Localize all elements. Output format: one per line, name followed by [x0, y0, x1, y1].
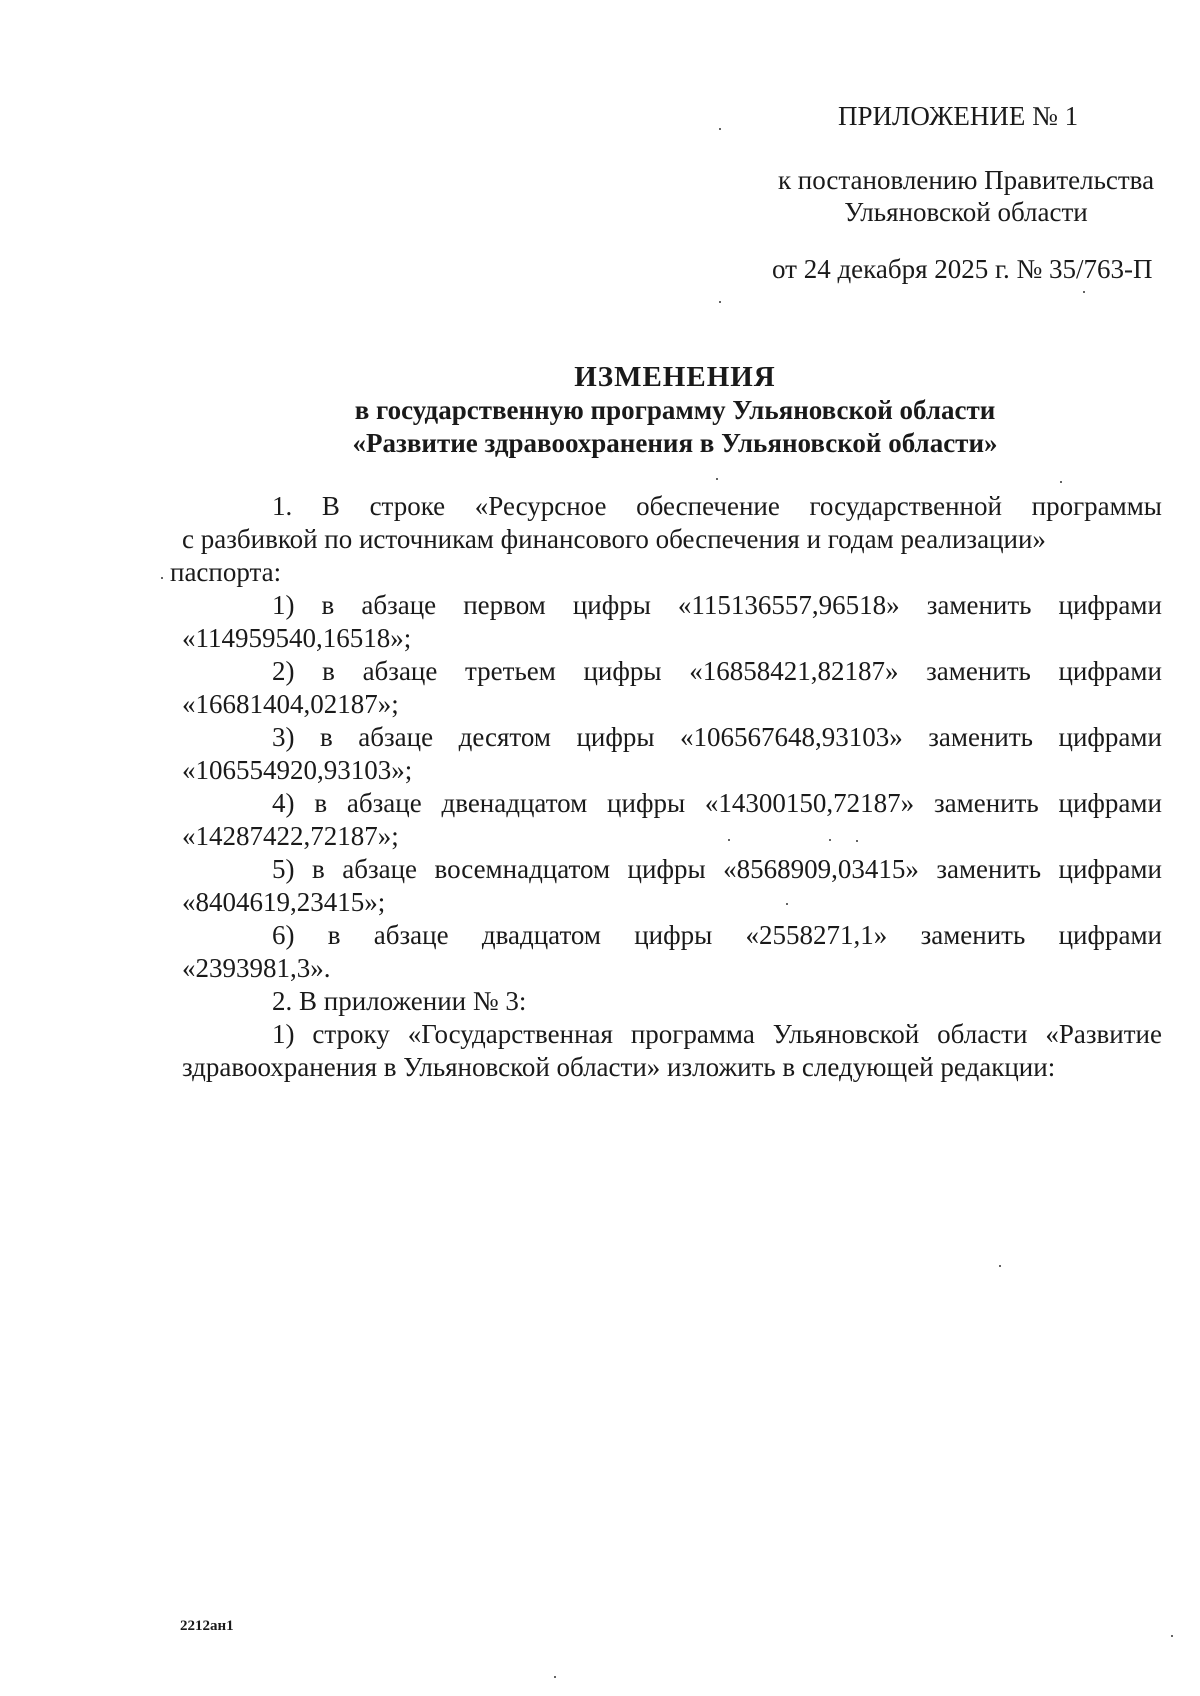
replacement-item-word: «14300150,72187»: [704, 788, 915, 818]
replacement-item-word: цифры: [576, 722, 655, 752]
replacement-item-new-value: «14287422,72187»;: [182, 821, 399, 851]
paragraph-2-item-1-word: 1): [272, 1019, 295, 1049]
scan-speck: [786, 903, 788, 905]
replacement-item-word: цифры: [583, 656, 662, 686]
replacement-item-word: в: [311, 854, 325, 884]
resolution-line-1: к постановлению Правительства: [777, 165, 1155, 195]
replacement-item-word: в: [320, 722, 333, 752]
replacement-item-word: 3): [272, 722, 295, 752]
paragraph-2-item-1-word: программа: [630, 1019, 755, 1049]
resolution-line-2: Ульяновской области: [844, 197, 1088, 227]
replacement-item-line-1: [182, 919, 1162, 952]
replacement-item-word: абзаце: [362, 656, 438, 686]
replacement-item-line-1: [182, 721, 1162, 754]
paragraph-1-line-2: [182, 523, 1162, 556]
replacement-item-line-1: [182, 787, 1162, 820]
paragraph-2-item-1-line-2: здравоохранения в Ульяновской области» изложить в следующей редакции:: [182, 1052, 1056, 1082]
replacement-item-word: абзаце: [361, 590, 437, 620]
replacement-item-new-value: «8404619,23415»;: [182, 887, 386, 917]
replacement-item-word: цифрами: [1058, 788, 1162, 818]
replacement-item-word: цифры: [627, 854, 706, 884]
replacement-item-word: абзаце: [342, 854, 418, 884]
replacement-item-word: цифры: [634, 920, 713, 950]
replacement-item-word: цифрами: [1058, 656, 1162, 686]
appendix-label: ПРИЛОЖЕНИЕ № 1: [838, 101, 1079, 131]
scan-speck: [999, 1265, 1001, 1267]
replacement-item-line-1: [182, 589, 1162, 622]
scan-speck: [716, 478, 718, 480]
document-code: 2212ан1: [180, 1618, 234, 1634]
resolution-date-number: от 24 декабря 2025 г. № 35/763-П: [772, 254, 1153, 284]
replacement-item-word: 6): [272, 920, 295, 950]
replacement-item-word: третьем: [465, 656, 556, 686]
replacement-item-new-value: «2393981,3».: [182, 953, 331, 983]
replacement-item-word: заменить: [933, 788, 1039, 818]
replacement-item-new-value: «16681404,02187»;: [182, 689, 399, 719]
scan-speck: [1171, 1635, 1173, 1637]
replacement-item-word: в: [322, 656, 335, 686]
replacement-item-word: двадцатом: [481, 920, 601, 950]
replacement-item-word: цифрами: [1058, 722, 1162, 752]
replacement-item-word: цифры: [607, 788, 686, 818]
document-subtitle-line-1: в государственную программу Ульяновской области: [354, 395, 996, 425]
replacement-item-word: десятом: [458, 722, 551, 752]
replacement-item-word: «115136557,96518»: [677, 590, 900, 620]
replacement-item-word: «106567648,93103»: [680, 722, 903, 752]
paragraph-1-word: обеспечение: [636, 491, 780, 521]
scan-speck: [856, 840, 858, 842]
replacement-items: [182, 589, 1162, 985]
replacement-item-word: «2558271,1»: [745, 920, 888, 950]
replacement-item-line-1: [182, 853, 1162, 886]
replacement-item-word: 2): [272, 656, 295, 686]
replacement-item-word: заменить: [926, 590, 1032, 620]
paragraph-1-line-3: паспорта:: [170, 557, 282, 587]
replacement-item-new-value: «114959540,16518»;: [182, 623, 412, 653]
document-body: [170, 490, 1162, 1084]
paragraph-2-item-1-word: Ульяновской: [772, 1019, 920, 1049]
replacement-item-word: абзаце: [346, 788, 422, 818]
scan-speck: [161, 577, 163, 579]
scan-speck: [719, 128, 721, 130]
paragraph-2-item-1-word: строку: [312, 1019, 390, 1049]
paragraph-1-word: строке: [369, 491, 446, 521]
replacement-item-word: цифрами: [1058, 854, 1162, 884]
document-title: ИЗМЕНЕНИЯ: [574, 361, 776, 393]
replacement-item-word: 1): [272, 590, 295, 620]
paragraph-1-word: «Ресурсное: [474, 491, 607, 521]
scan-speck: [728, 839, 730, 841]
scan-speck: [1083, 291, 1085, 293]
scan-speck: [554, 1676, 556, 1678]
paragraph-1-word: государственной: [809, 491, 1002, 521]
replacement-item-word: в: [327, 920, 341, 950]
replacement-item-word: «8568909,03415»: [723, 854, 919, 884]
document-subtitle-line-2: «Развитие здравоохранения в Ульяновской области»: [352, 428, 998, 458]
replacement-item-word: заменить: [920, 920, 1026, 950]
paragraph-1-line-2-text: с разбивкой по источникам финансового обеспечения и годам реализации»: [182, 524, 1046, 554]
paragraph-1-word: 1.: [272, 491, 293, 521]
replacement-item-word: первом: [463, 590, 546, 620]
replacement-item-word: абзаце: [373, 920, 449, 950]
replacement-item-word: в: [314, 788, 328, 818]
replacement-item-new-value: «106554920,93103»;: [182, 755, 413, 785]
paragraph-1-word: программы: [1031, 491, 1162, 521]
replacement-item-word: цифры: [572, 590, 651, 620]
paragraph-1-word: В: [321, 491, 340, 521]
paragraph-2-item-1-word: «Развитие: [1045, 1019, 1162, 1049]
replacement-item-word: заменить: [936, 854, 1042, 884]
replacement-item-word: абзаце: [358, 722, 434, 752]
replacement-item-word: в: [321, 590, 335, 620]
paragraph-2-item-1-line-1: [182, 1018, 1162, 1051]
paragraph-1-line-1: [182, 490, 1162, 523]
replacement-item-word: заменить: [928, 722, 1033, 752]
replacement-item-word: цифрами: [1058, 920, 1162, 950]
scan-speck: [719, 301, 721, 303]
replacement-item-word: восемнадцатом: [434, 854, 611, 884]
replacement-item-word: цифрами: [1058, 590, 1162, 620]
scan-speck: [829, 839, 831, 841]
replacement-item-word: 4): [272, 788, 295, 818]
replacement-item-line-1: [182, 655, 1162, 688]
replacement-item-word: двенадцатом: [441, 788, 588, 818]
replacement-item-word: «16858421,82187»: [689, 656, 899, 686]
paragraph-2-item-1-word: «Государственная: [407, 1019, 613, 1049]
replacement-item-word: 5): [272, 854, 295, 884]
paragraph-2-item-1-word: области: [937, 1019, 1028, 1049]
scan-speck: [1060, 481, 1062, 483]
replacement-item-word: заменить: [926, 656, 1031, 686]
paragraph-2: 2. В приложении № 3:: [272, 986, 527, 1016]
